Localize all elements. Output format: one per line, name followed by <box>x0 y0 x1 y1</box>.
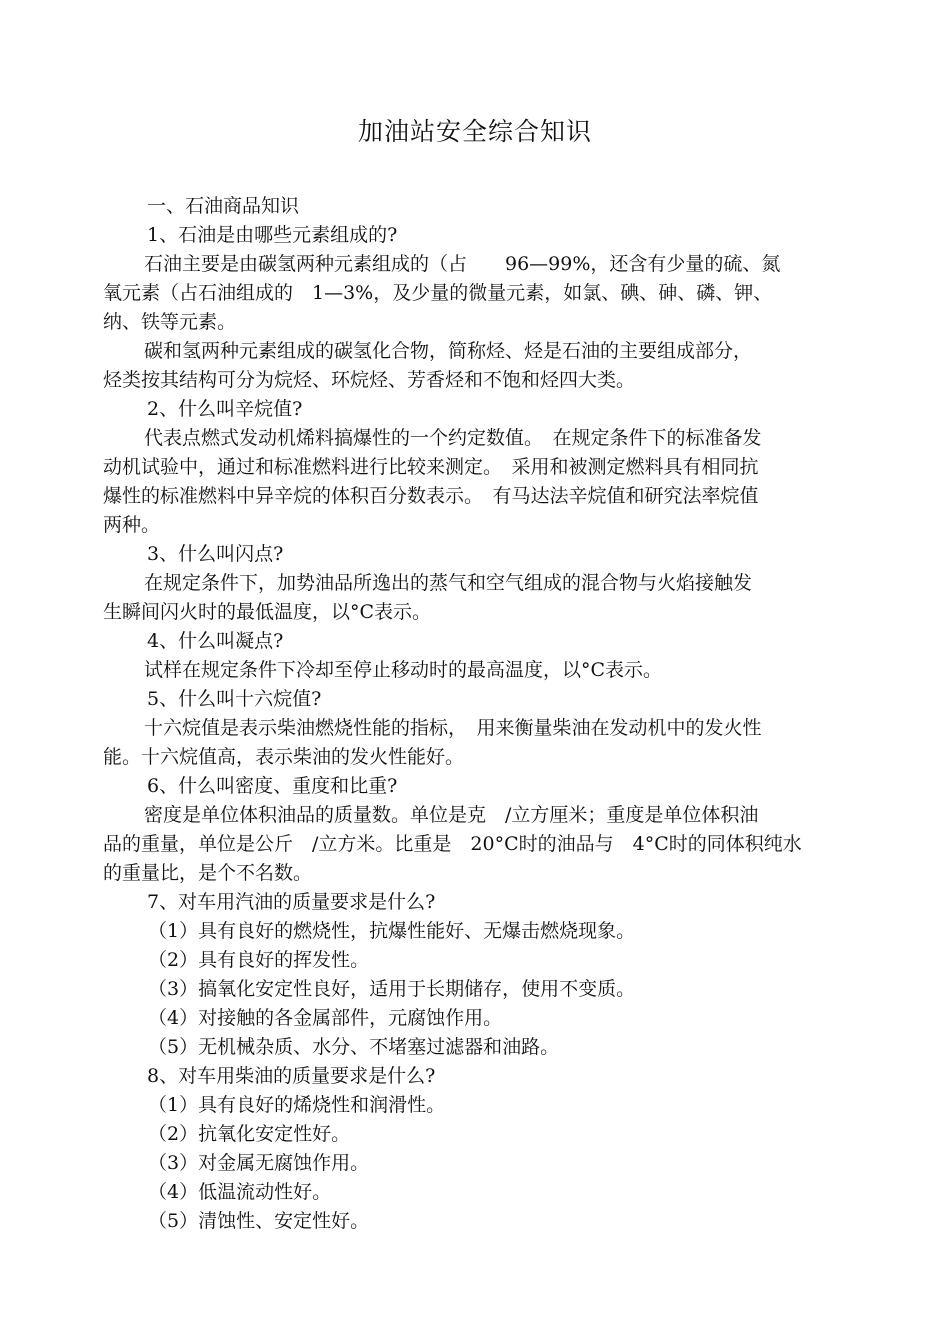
text-line: 7、对车用汽油的质量要求是什么? <box>147 891 436 913</box>
text-line: 品的重量，单位是公斤 /立方米。比重是 20°C时的油品与 4°C时的同体积纯水 <box>103 833 802 855</box>
text-line: 3、什么叫闪点? <box>147 543 284 565</box>
text-line: 8、对车用柴油的质量要求是什么? <box>147 1065 436 1087</box>
text-line: （5）无机械杂质、水分、不堵塞过滤器和油路。 <box>148 1036 560 1058</box>
text-line: （3）对金属无腐蚀作用。 <box>148 1152 370 1174</box>
text-line: 碳和氢两种元素组成的碳氢化合物，简称烃、烃是石油的主要组成部分， <box>144 340 753 362</box>
text-line: 爆性的标准燃料中异辛烷的体积百分数表示。 有马达法辛烷值和研究法率烷值 <box>103 485 759 507</box>
document-body <box>103 192 837 1236</box>
text-line: （4）对接触的各金属部件，元腐蚀作用。 <box>148 1007 503 1029</box>
text-line: 密度是单位体积油品的质量数。单位是克 /立方厘米；重度是单位体积油 <box>144 804 759 826</box>
text-line: （4）低温流动性好。 <box>148 1181 332 1203</box>
text-line: （5）清蚀性、安定性好。 <box>148 1210 370 1232</box>
document-title: 加油站安全综合知识 <box>357 117 592 146</box>
text-line: 在规定条件下，加势油品所逸出的蒸气和空气组成的混合物与火焰接触发 <box>144 572 753 594</box>
text-line: 烃类按其结构可分为烷烃、环烷烃、芳香烃和不饱和烃四大类。 <box>103 369 636 391</box>
text-line: 能。十六烷值高，表示柴油的发火性能好。 <box>103 746 465 768</box>
text-line: 动机试验中，通过和标准燃料进行比较来测定。 采用和被测定燃料具有相同抗 <box>103 456 759 478</box>
text-line: （1）具有良好的燃烧性，抗爆性能好、无爆击燃烧现象。 <box>148 920 636 942</box>
text-line: 纳、铁等元素。 <box>103 311 237 333</box>
text-line: 十六烷值是表示柴油燃烧性能的指标， 用来衡量柴油在发动机中的发火性 <box>144 717 762 739</box>
text-line: 4、什么叫凝点? <box>147 630 284 652</box>
text-line: 两种。 <box>103 514 161 536</box>
text-line: 5、什么叫十六烷值? <box>147 688 322 710</box>
text-line: 生瞬间闪火时的最低温度，以°C表示。 <box>103 601 432 623</box>
text-line: 1、石油是由哪些元素组成的? <box>147 224 398 246</box>
text-line: 试样在规定条件下冷却至停止移动时的最高温度，以°C表示。 <box>144 659 663 681</box>
text-line: （2）抗氧化安定性好。 <box>148 1123 351 1145</box>
text-line: 一、石油商品知识 <box>147 195 300 217</box>
text-line: 氧元素（占石油组成的 1—3%，及少量的微量元素，如氯、碘、砷、磷、钾、 <box>103 282 773 304</box>
text-line: 的重量比，是个不名数。 <box>103 862 313 884</box>
text-line: 石油主要是由碳氢两种元素组成的（占 96—99%，还含有少量的硫、氮 <box>144 253 781 275</box>
text-line: （3）搞氧化安定性良好，适用于长期储存，使用不变质。 <box>148 978 636 1000</box>
text-line: 代表点燃式发动机烯料搞爆性的一个约定数值。 在规定条件下的标准备发 <box>144 427 762 449</box>
text-line: 6、什么叫密度、重度和比重? <box>147 775 398 797</box>
text-line: （2）具有良好的挥发性。 <box>148 949 370 971</box>
text-line: （1）具有良好的烯烧性和润滑性。 <box>148 1094 446 1116</box>
text-line: 2、什么叫辛烷值? <box>147 398 303 420</box>
